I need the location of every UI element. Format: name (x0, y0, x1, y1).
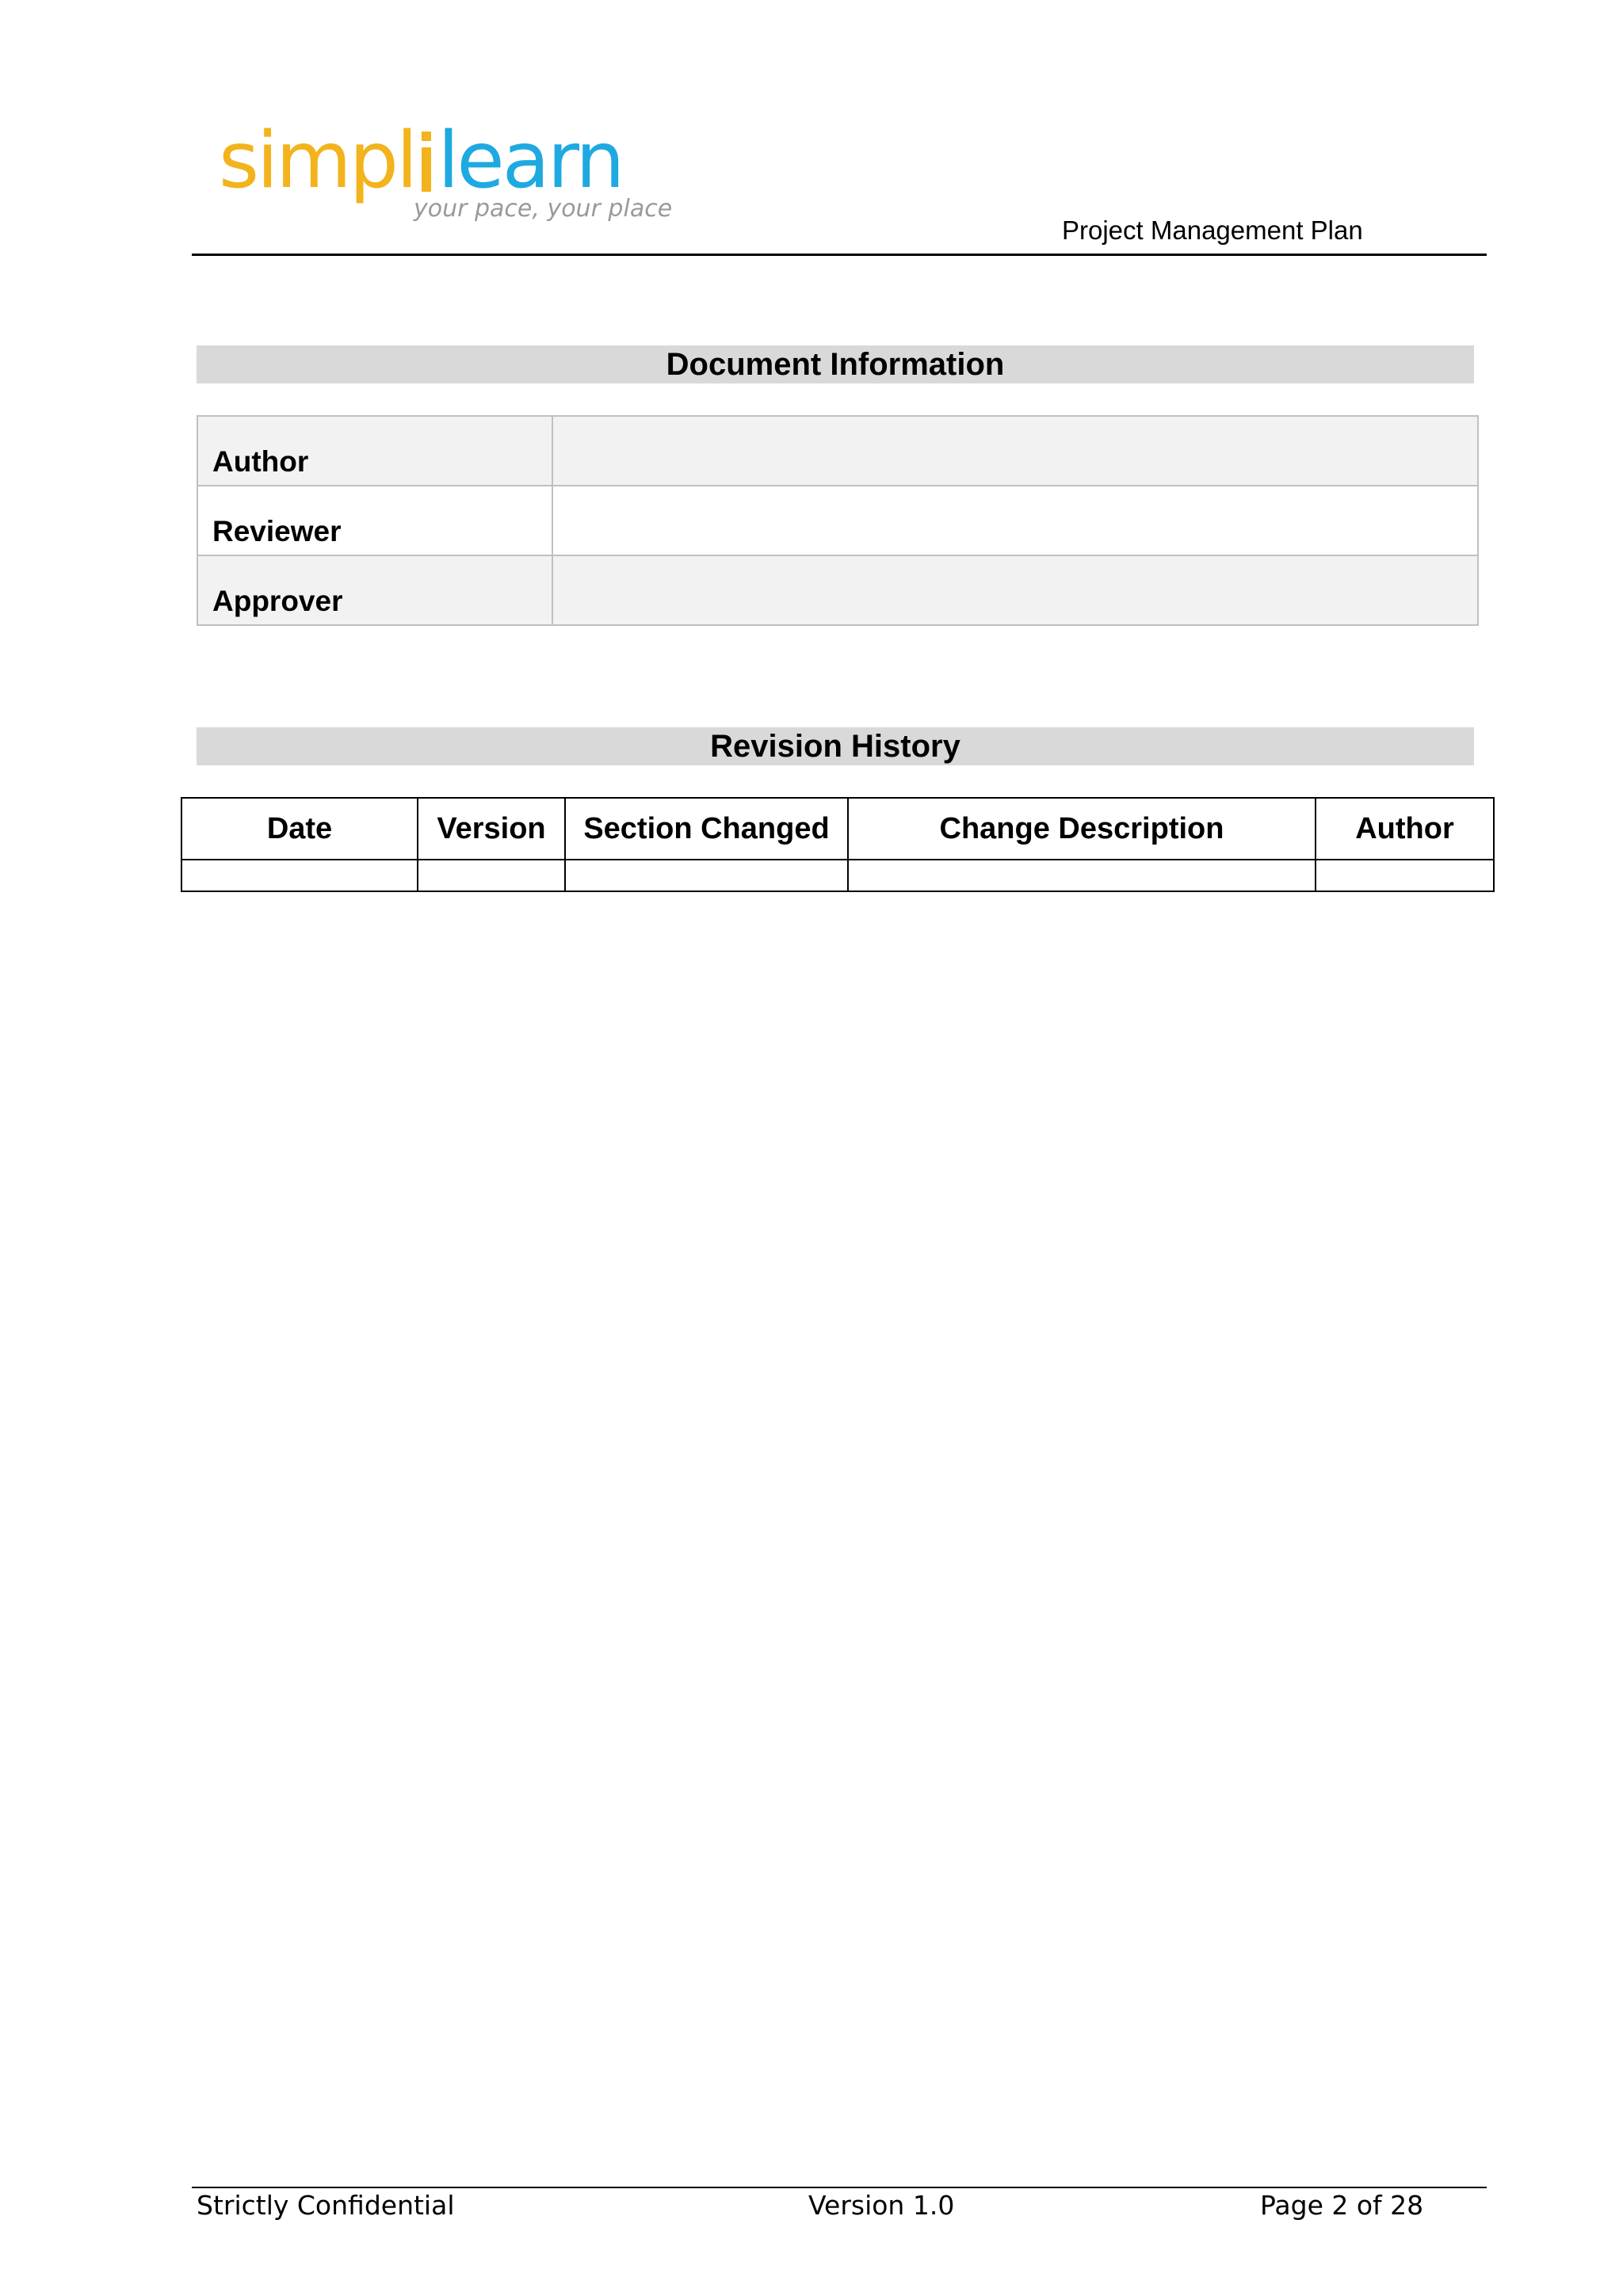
logo-tagline: your pace, your place (414, 195, 673, 223)
author-cell[interactable] (1316, 860, 1494, 891)
table-row (197, 486, 1478, 555)
approver-label: Approver (197, 555, 552, 625)
document-information-table (197, 415, 1479, 626)
date-cell[interactable] (181, 860, 418, 891)
revision-history-heading: Revision History (197, 727, 1474, 765)
logo-part-simpl: simpl (219, 116, 416, 206)
revision-history-table (181, 797, 1495, 892)
simplilearn-logo (219, 116, 673, 236)
footer-divider (192, 2187, 1487, 2188)
logo-divider-icon (415, 120, 437, 192)
document-information-heading: Document Information (197, 345, 1474, 383)
change-description-cell[interactable] (848, 860, 1316, 891)
table-row (197, 416, 1478, 486)
footer-version: Version 1.0 (808, 2190, 955, 2221)
version-cell[interactable] (418, 860, 565, 891)
author-value[interactable] (552, 416, 1478, 486)
section-changed-cell[interactable] (565, 860, 848, 891)
approver-value[interactable] (552, 555, 1478, 625)
author-label: Author (197, 416, 552, 486)
footer-page-number: Page 2 of 28 (1260, 2190, 1424, 2221)
column-header-version: Version (418, 798, 565, 860)
header-title: Project Management Plan (1062, 215, 1363, 245)
table-row (181, 860, 1494, 891)
reviewer-value[interactable] (552, 486, 1478, 555)
table-row (197, 555, 1478, 625)
column-header-change-description: Change Description (848, 798, 1316, 860)
revision-header-row (181, 798, 1494, 860)
column-header-date: Date (181, 798, 418, 860)
footer-confidentiality: Strictly Confidential (197, 2190, 455, 2221)
header-divider (192, 254, 1487, 256)
column-header-section-changed: Section Changed (565, 798, 848, 860)
column-header-author: Author (1316, 798, 1494, 860)
logo-wordmark (219, 117, 622, 204)
reviewer-label: Reviewer (197, 486, 552, 555)
logo-part-learn: learn (437, 116, 623, 206)
